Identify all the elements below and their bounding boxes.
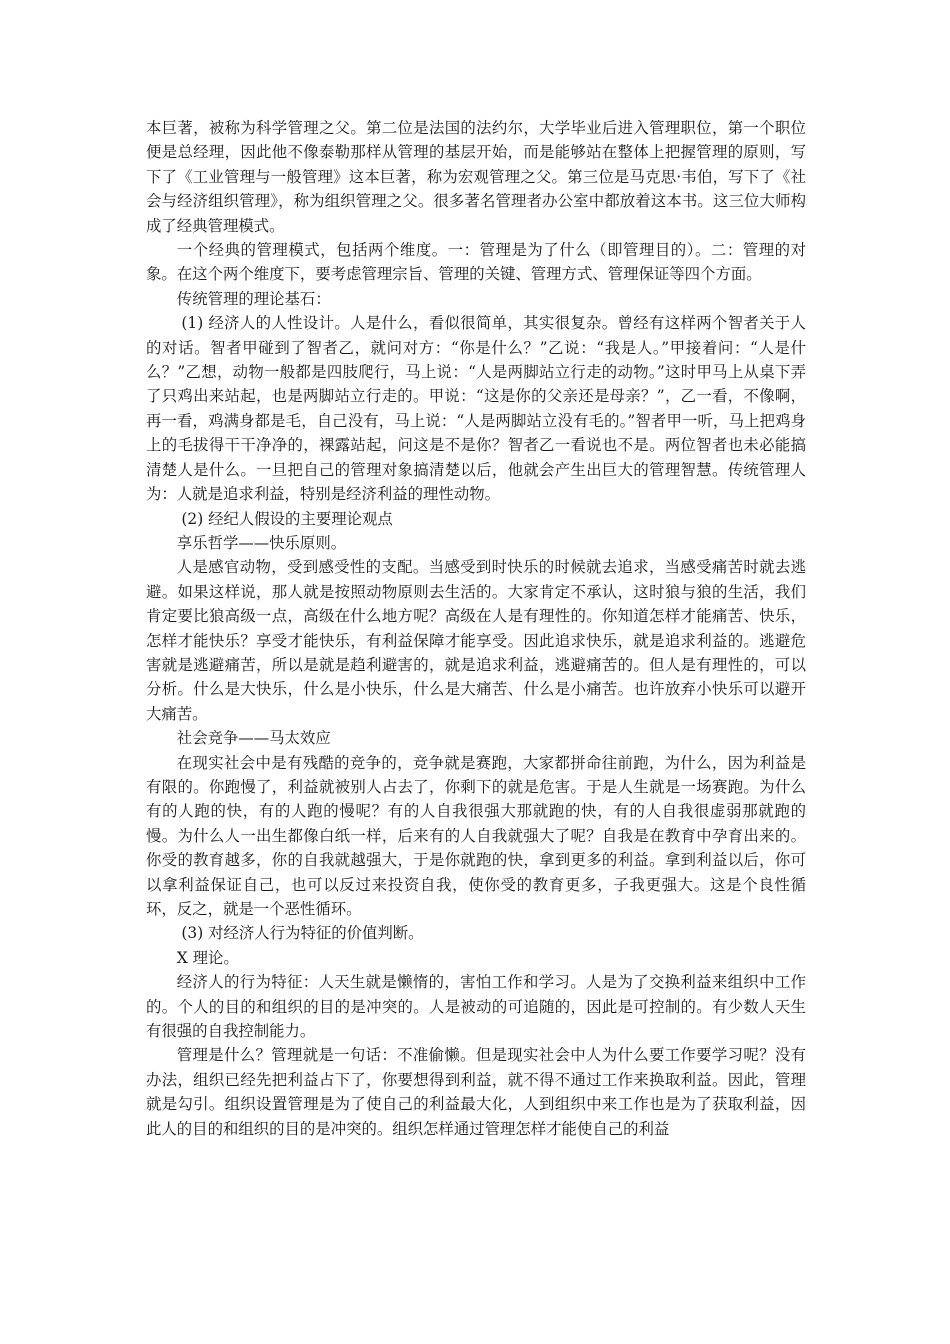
- paragraph-sensory-animal: 人是感官动物，受到感受性的支配。当感受到时快乐的时候就去追求，当感受痛苦时就去逃避。如果这样说，那人就是按照动物原则去生活的。大家肯定不承认，这时狼与狼的生活，我们肯定要比狼高级一点，高级在什么地方呢？高级在人是有理性的。你知道怎样才能痛苦、快乐，怎样才能快乐？享受才能快乐，有利益保障才能享受。因此追求快乐，就是追求利益的。逃避危害就是逃避痛苦，所以是就是趋利避害的，就是追求利益，逃避痛苦的。但人是有理性的，可以分析。什么是大快乐，什么是小快乐，什么是大痛苦、什么是小痛苦。也许放弃小快乐可以避开大痛苦。: [146, 558, 806, 723]
- heading-economic-man-hypothesis: (2) 经纪人假设的主要理论观点: [181, 509, 393, 528]
- heading-hedonism: 享乐哲学——快乐原则。: [176, 533, 347, 552]
- paragraph-classical-masters: 本巨著，被称为科学管理之父。第二位是法国的法约尔，大学毕业后进入管理职位，第一个职位便是总经理，因此他不像泰勒那样从管理的基层开始，而是能够站在整体上把握管理的原则，写下了《工业管理与一般管理》这本巨著，称为宏观管理之父。第三位是马克思·韦伯，写下了《社会与经济组织管理》，称为组织管理之父。很多著名管理者办公室中都放着这本书。这三位大师构成了经典管理模式。: [146, 119, 806, 235]
- paragraph-management-dimensions: 一个经典的管理模式，包括两个维度。一：管理是为了什么（即管理目的）。二：管理的对象。在这个两个维度下，要考虑管理宗旨、管理的关键、管理方式、管理保证等四个方面。: [146, 241, 806, 284]
- paragraph-what-is-management: 管理是什么？管理就是一句话：不准偷懒。但是现实社会中人为什么要工作要学习呢？没有办法，组织已经先把利益占下了，你要想得到利益，就不得不通过工作来换取利益。因此，管理就是勾引。组织设置管理是为了使自己的利益最大化，人到组织中来工作也是为了获取利益，因此人的目的和组织的目的是冲突的。组织怎样通过管理怎样才能使自己的利益: [146, 1046, 806, 1138]
- heading-theory-x: X 理论。: [176, 948, 239, 967]
- document-body: [146, 116, 806, 1141]
- paragraph-economic-man-design: (1) 经济人的人性设计。人是什么，看似很简单，其实很复杂。曾经有这样两个智者关于人的对话。智者甲碰到了智者乙，就问对方：“你是什么？”乙说：“我是人。”甲接着问：“人是什么？”乙想，动物一般都是四肢爬行，马上说：“人是两脚站立行走的动物。”这时甲马上从桌下弄了只鸡出来站起，也是两脚站立行走的。甲说：“这是你的父亲还是母亲？”，乙一看，不像啊，再一看，鸡满身都是毛，自己没有，马上说：“人是两脚站立没有毛的。”智者甲一听，马上把鸡身上的毛拔得干干净净的，裸露站起，问这是不是你？智者乙一看说也不是。两位智者也未必能搞清楚人是什么。一旦把自己的管理对象搞清楚以后，他就会产生出巨大的管理智慧。传统管理人为：人就是追求利益，特别是经济利益的理性动物。: [146, 314, 806, 504]
- heading-value-judgment: (3) 对经济人行为特征的价值判断。: [181, 924, 424, 943]
- heading-social-competition: 社会竞争——马太效应: [176, 729, 331, 748]
- paragraph-competition-race: 在现实社会中是有残酷的竞争的，竞争就是赛跑，大家都拼命往前跑，为什么，因为利益是有限的。你跑慢了，利益就被别人占去了，你剩下的就是危害。于是人生就是一场赛跑。为什么有的人跑的快，有的人跑的慢呢？有的人自我很强大那就跑的快，有的人自我很虚弱那就跑的慢。为什么人一出生都像白纸一样，后来有的人自我就强大了呢？自我是在教育中孕育出来的。你受的教育越多，你的自我就越强大，于是你就跑的快，拿到更多的利益。拿到利益以后，你可以拿利益保证自己，也可以反过来投资自我，使你受的教育更多，子我更强大。这是个良性循环，反之，就是一个恶性循环。: [146, 753, 806, 918]
- heading-theoretical-foundation: 传统管理的理论基石：: [176, 289, 331, 308]
- paragraph-behavior-characteristics: 经济人的行为特征：人天生就是懒惰的，害怕工作和学习。人是为了交换利益来组织中工作的。个人的目的和组织的目的是冲突的。人是被动的可追随的，因此是可控制的。有少数人天生有很强的自我控制能力。: [146, 973, 806, 1041]
